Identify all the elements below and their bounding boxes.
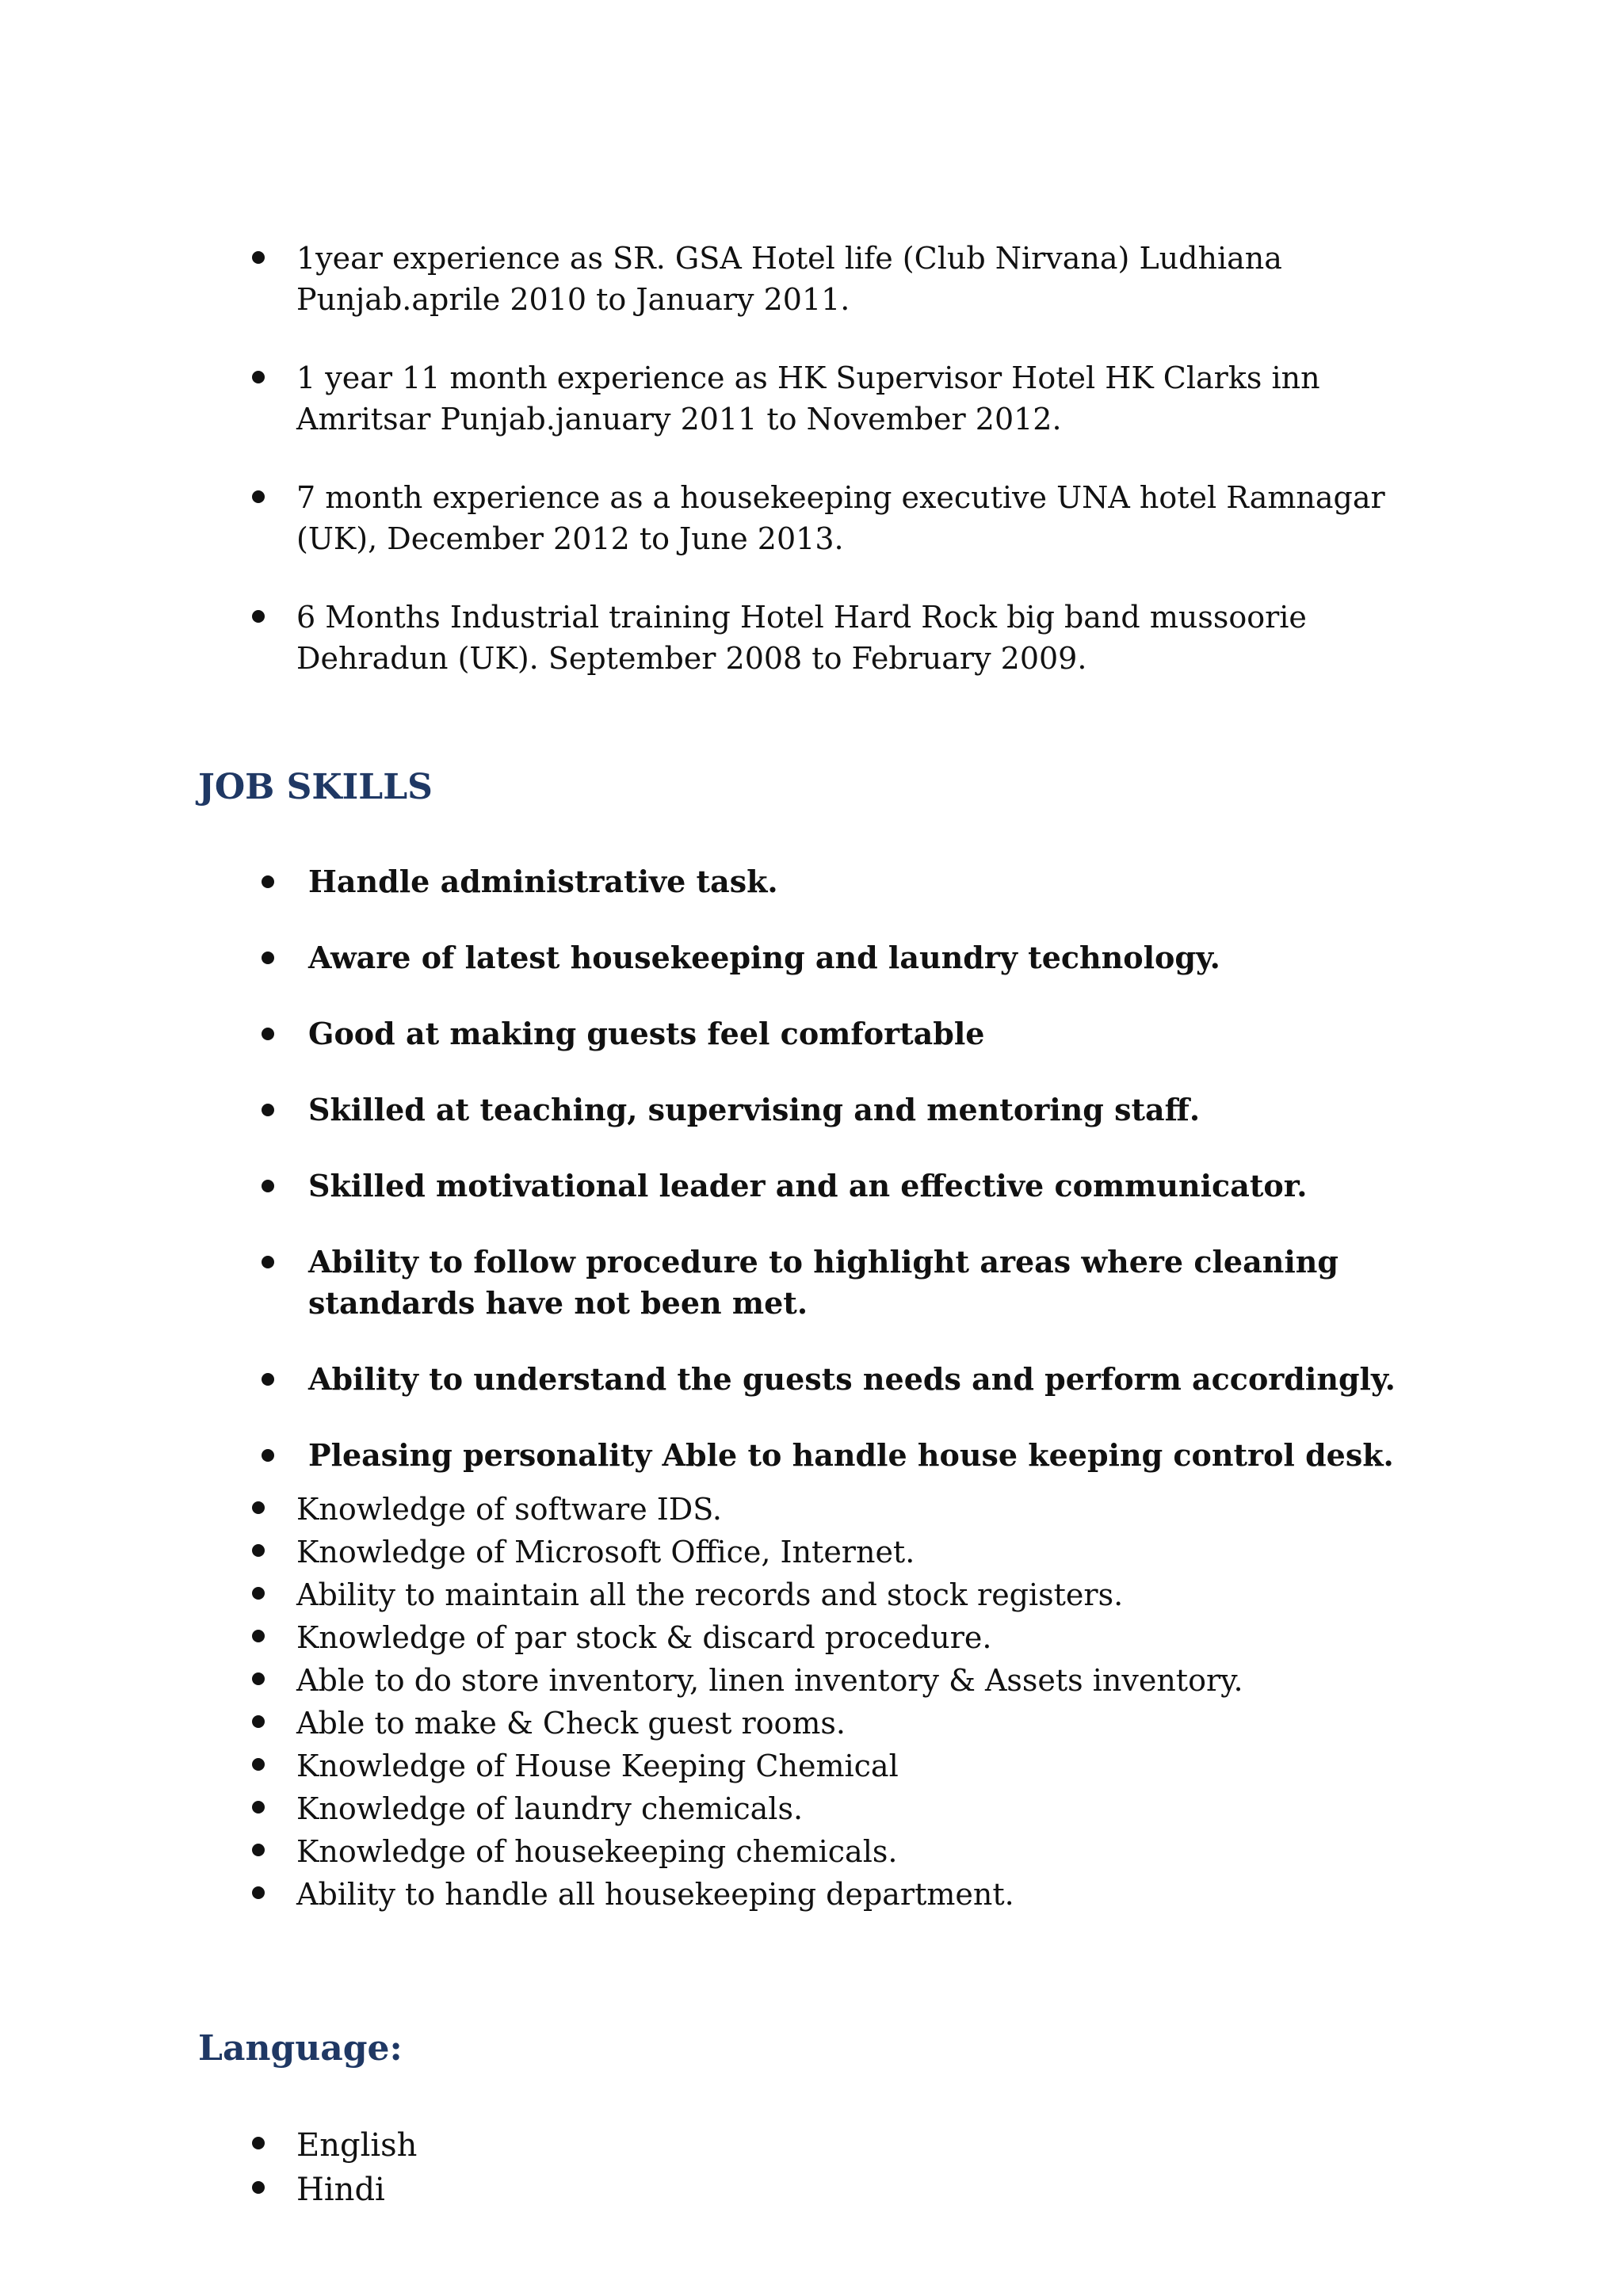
skill-item: Handle administrative task. [255, 861, 1428, 902]
language-item: Hindi [246, 2168, 721, 2212]
skill-item: Skilled motivational leader and an effective communicator. [255, 1165, 1428, 1207]
skill-item: Able to make & Check guest rooms. [246, 1702, 1411, 1745]
skill-item: Knowledge of software IDS. [246, 1488, 1411, 1531]
skill-item: Knowledge of laundry chemicals. [246, 1787, 1411, 1830]
experience-item: 1 year 11 month experience as HK Supervisor Hotel HK Clarks inn Amritsar Punjab.january 2011 to November 2012. [246, 357, 1411, 440]
skill-item: Skilled at teaching, supervising and mentoring staff. [255, 1089, 1428, 1131]
skill-item: Ability to understand the guests needs and perform accordingly. [255, 1359, 1428, 1400]
skill-item: Knowledge of housekeeping chemicals. [246, 1830, 1411, 1873]
experience-item: 6 Months Industrial training Hotel Hard Rock big band mussoorie Dehradun (UK). September 2008 to February 2009. [246, 597, 1411, 679]
job-skills-plain-list [246, 1488, 1411, 1916]
experience-list [246, 238, 1411, 716]
language-item: English [246, 2123, 721, 2168]
skill-item: Knowledge of Microsoft Office, Internet. [246, 1531, 1411, 1573]
skill-item: Aware of latest housekeeping and laundry technology. [255, 937, 1428, 978]
job-skills-heading: JOB SKILLS [198, 767, 433, 807]
language-list [246, 2123, 721, 2212]
skill-item: Ability to maintain all the records and stock registers. [246, 1573, 1411, 1616]
skill-item: Ability to follow procedure to highlight areas where cleaning standards have not been met. [255, 1241, 1428, 1324]
skill-item: Knowledge of par stock & discard procedure. [246, 1616, 1411, 1659]
language-heading: Language: [198, 2028, 403, 2069]
job-skills-bold-list [255, 861, 1428, 1511]
experience-item: 1year experience as SR. GSA Hotel life (Club Nirvana) Ludhiana Punjab.aprile 2010 to January 2011. [246, 238, 1411, 320]
skill-item: Ability to handle all housekeeping department. [246, 1873, 1411, 1916]
experience-item: 7 month experience as a housekeeping executive UNA hotel Ramnagar (UK), December 2012 to June 2013. [246, 477, 1411, 559]
skill-item: Knowledge of House Keeping Chemical [246, 1745, 1411, 1787]
skill-item: Pleasing personality Able to handle house keeping control desk. [255, 1435, 1428, 1476]
skill-item: Good at making guests feel comfortable [255, 1013, 1428, 1055]
skill-item: Able to do store inventory, linen inventory & Assets inventory. [246, 1659, 1411, 1702]
